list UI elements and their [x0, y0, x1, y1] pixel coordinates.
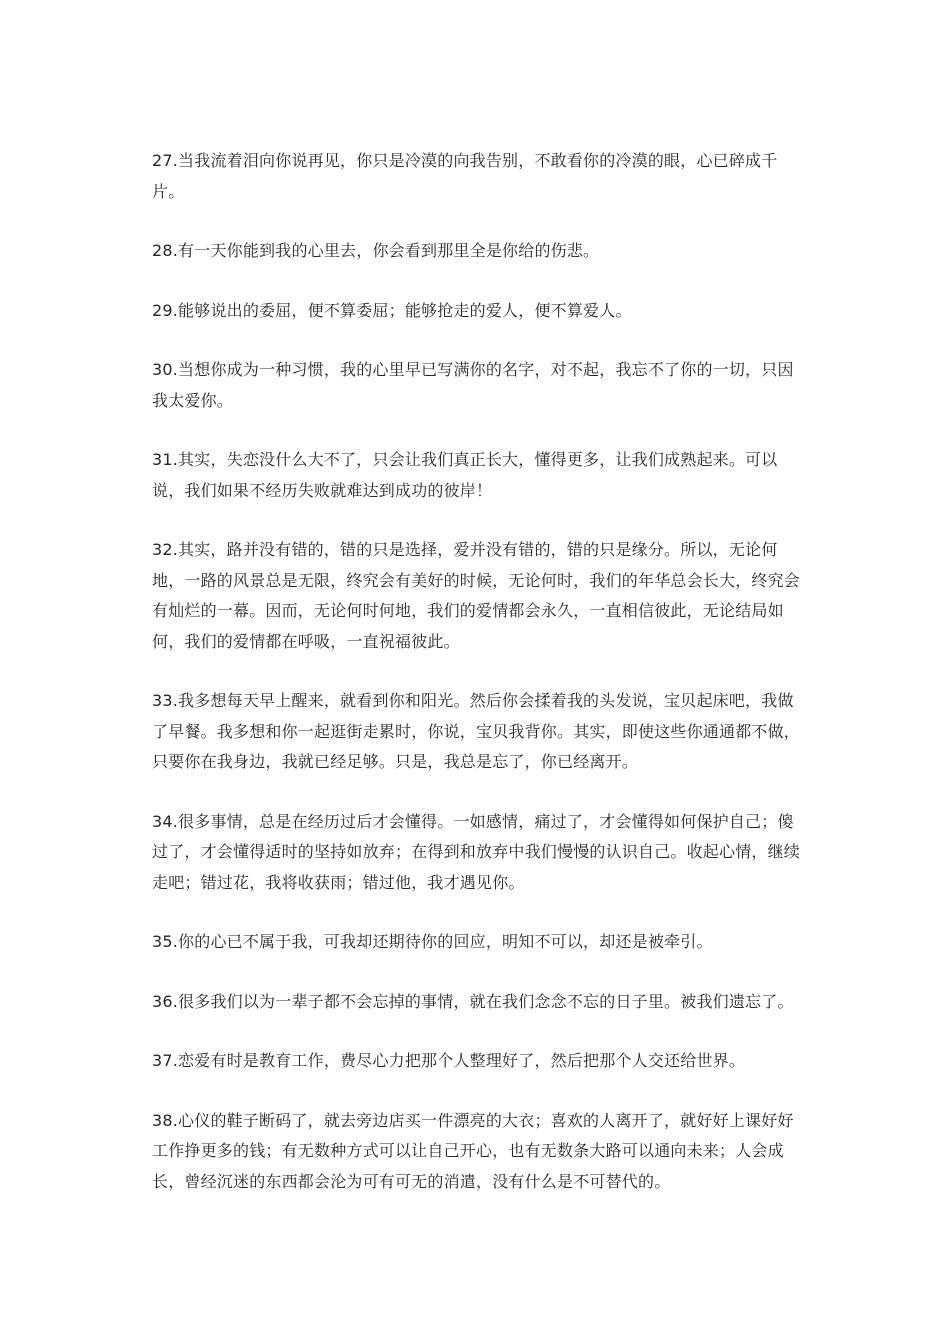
paragraph-35: 35.你的心已不属于我，可我却还期待你的回应，明知不可以，却还是被牵引。	[152, 932, 713, 951]
paragraph-30: 30.当想你成为一种习惯，我的心里早已写满你的名字，对不起，我忘不了你的一切，只因我太爱你。	[152, 360, 794, 410]
paragraph-28: 28.有一天你能到我的心里去，你会看到那里全是你给的伤悲。	[152, 241, 600, 260]
paragraph-27: 27.当我流着泪向你说再见，你只是冷漠的向我告别，不敢看你的冷漠的眼，心已碎成千片。	[152, 151, 778, 201]
paragraph-37: 37.恋爱有时是教育工作，费尽心力把那个人整理好了，然后把那个人交还给世界。	[152, 1051, 746, 1070]
paragraph-34: 34.很多事情，总是在经历过后才会懂得。一如感情，痛过了，才会懂得如何保护自己；傻过了，才会懂得适时的坚持如放弃；在得到和放弃中我们慢慢的认识自己。收起心情，继续走吧；错过花，我将收获雨；错过他，我才遇见你。	[152, 811, 801, 892]
paragraph-29: 29.能够说出的委屈，便不算委屈；能够抢走的爱人，便不算爱人。	[152, 300, 632, 320]
paragraph-32: 32.其实，路并没有错的，错的只是选择，爱并没有错的，错的只是缘分。所以，无论何地，一路的风景总是无限，终究会有美好的时候，无论何时，我们的年华总会长大，终究会有灿烂的一幕。因而，无论何时何地，我们的爱情都会永久，一直相信彼此，无论结局如何，我们的爱情都在呼吸，一直祝福彼此。	[152, 540, 801, 651]
paragraph-36: 36.很多我们以为一辈子都不会忘掉的事情，就在我们念念不忘的日子里。被我们遗忘了。	[152, 991, 794, 1011]
paragraph-33: 33.我多想每天早上醒来，就看到你和阳光。然后你会揉着我的头发说，宝贝起床吧，我做了早餐。我多想和你一起逛街走累时，你说，宝贝我背你。其实，即使这些你通通都不做，只要你在我身边，我就已经足够。只是，我总是忘了，你已经离开。	[152, 691, 801, 771]
document-body	[152, 146, 807, 1226]
paragraph-31: 31.其实，失恋没什么大不了，只会让我们真正长大，懂得更多，让我们成熟起来。可以说，我们如果不经历失败就难达到成功的彼岸！	[152, 450, 778, 500]
paragraph-38: 38.心仪的鞋子断码了，就去旁边店买一件漂亮的大衣；喜欢的人离开了，就好好上课好好工作挣更多的钱；有无数种方式可以让自己开心，也有无数条大路可以通向未来；人会成长，曾经沉迷的东西都会沦为可有可无的消遣，没有什么是不可替代的。	[152, 1110, 794, 1191]
